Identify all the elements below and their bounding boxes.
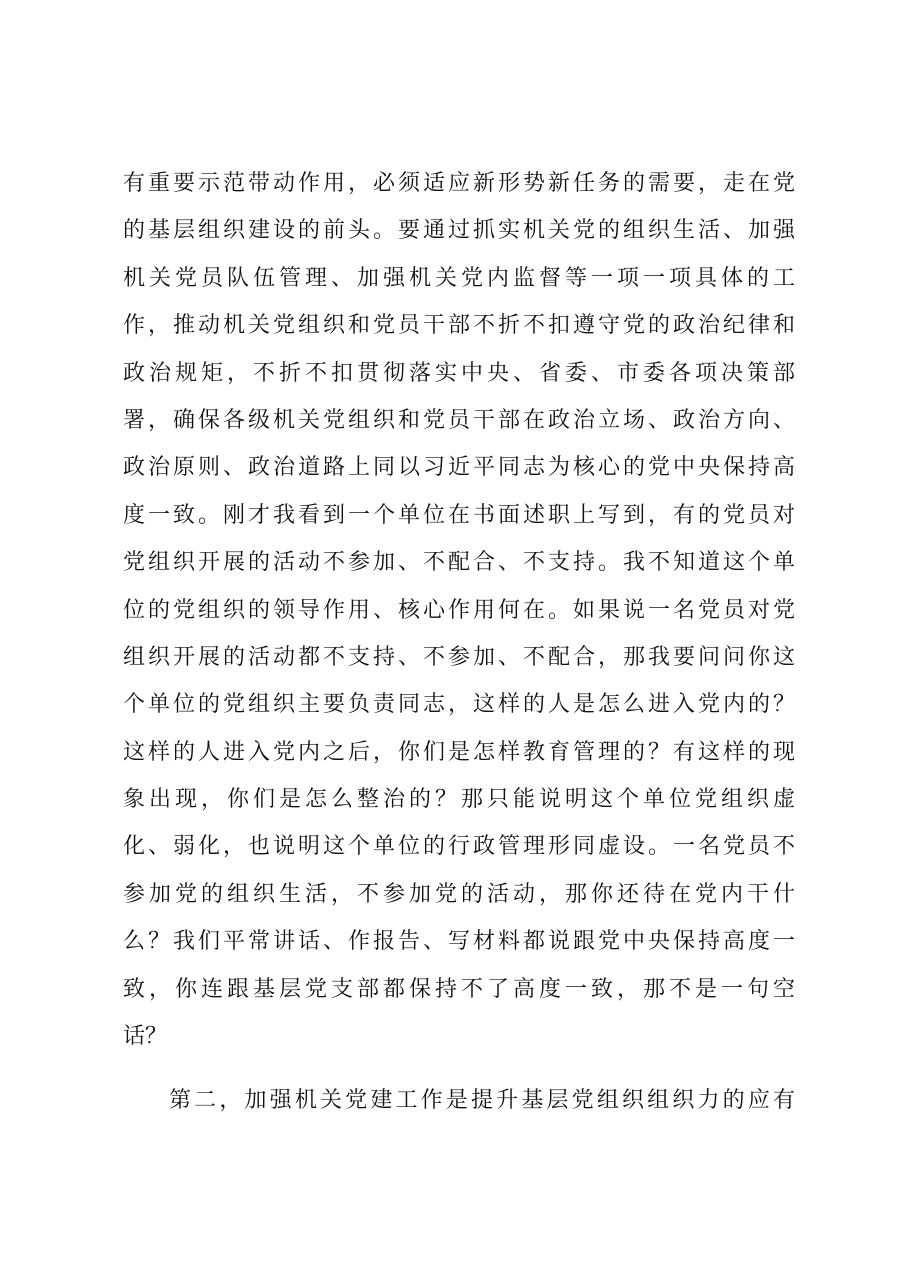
text-line: 化、弱化，也说明这个单位的行政管理形同虚设。一名党员不 <box>123 834 795 860</box>
paragraph-2 <box>123 1077 795 1124</box>
paragraph-spacer <box>123 1060 795 1077</box>
document-body <box>123 160 795 1125</box>
paragraph-1 <box>123 160 795 1060</box>
text-line: 有重要示范带动作用，必须适应新形势新任务的需要，走在党 <box>123 171 795 196</box>
text-line: 象出现，你们是怎么整治的？那只能说明这个单位党组织虚 <box>123 787 795 813</box>
text-line: 参加党的组织生活，不参加党的活动，那你还待在党内干什 <box>123 881 795 907</box>
text-line: 度一致。刚才我看到一个单位在书面述职上写到，有的党员对 <box>123 502 795 528</box>
text-line: 致，你连跟基层党支部都保持不了高度一致，那不是一句空 <box>123 976 795 1002</box>
text-line: 政治规矩，不折不扣贯彻落实中央、省委、市委各项决策部 <box>123 360 795 386</box>
text-line: 的基层组织建设的前头。要通过抓实机关党的组织生活、加强 <box>123 218 795 244</box>
text-line: 署，确保各级机关党组织和党员干部在政治立场、政治方向、 <box>123 407 795 433</box>
text-line: 位的党组织的领导作用、核心作用何在。如果说一名党员对党 <box>123 597 795 623</box>
text-line: 作，推动机关党组织和党员干部不折不扣遵守党的政治纪律和 <box>123 313 795 339</box>
text-line: 党组织开展的活动不参加、不配合、不支持。我不知道这个单 <box>123 550 795 576</box>
text-line: 话？ <box>123 1024 168 1050</box>
text-line: 政治原则、政治道路上同以习近平同志为核心的党中央保持高 <box>123 455 795 481</box>
text-line: 这样的人进入党内之后，你们是怎样教育管理的？有这样的现 <box>123 739 795 765</box>
text-line: 么？我们平常讲话、作报告、写材料都说跟党中央保持高度一 <box>123 929 795 955</box>
text-line: 第二，加强机关党建工作是提升基层党组织组织力的应有 <box>169 1088 795 1114</box>
text-line: 个单位的党组织主要负责同志，这样的人是怎么进入党内的？ <box>123 692 795 718</box>
text-line: 机关党员队伍管理、加强机关党内监督等一项一项具体的工 <box>123 265 795 291</box>
text-line: 组织开展的活动都不支持、不参加、不配合，那我要问问你这 <box>123 644 795 670</box>
